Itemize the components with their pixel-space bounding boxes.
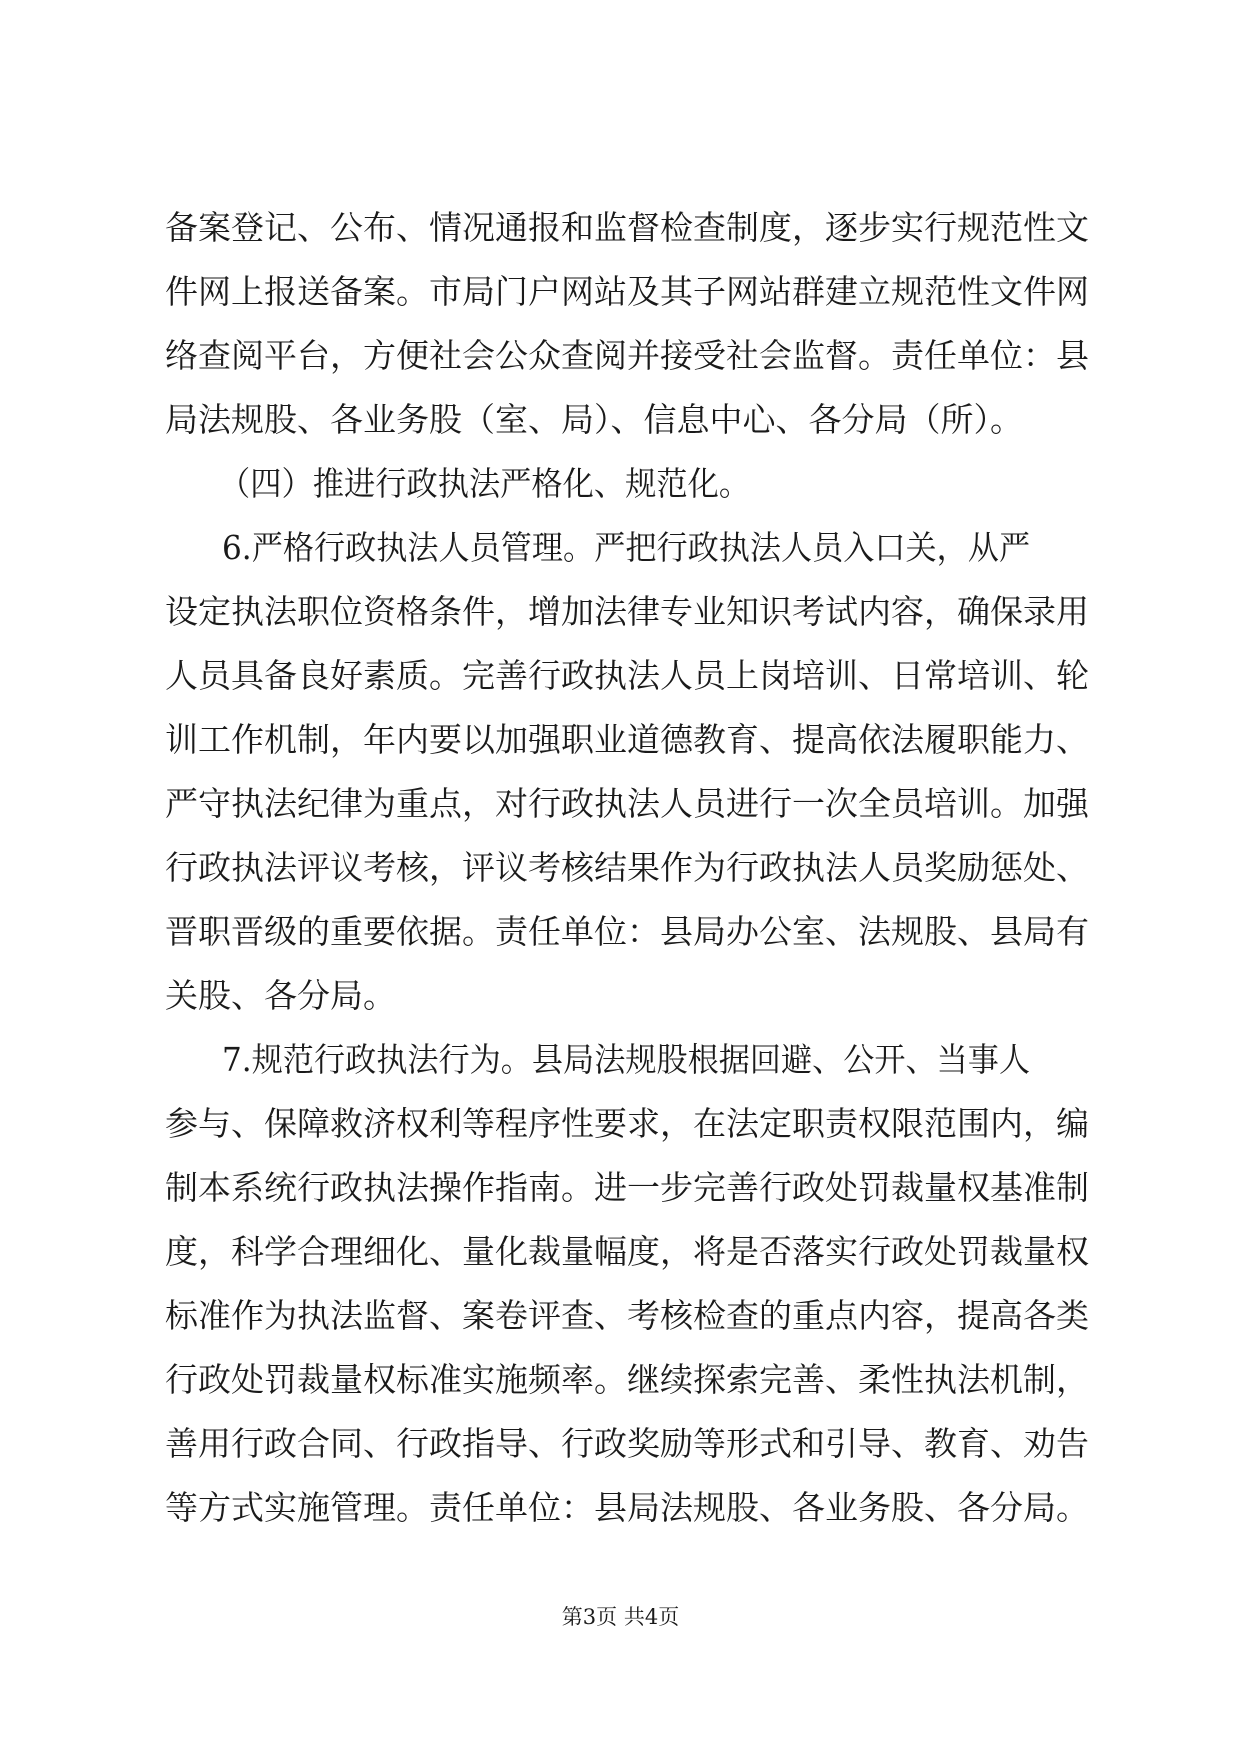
body-line: 局法规股、各业务股（室、局）、信息中心、各分局（所）。 <box>165 400 1023 439</box>
body-line: 等方式实施管理。责任单位：县局法规股、各业务股、各分局。 <box>165 1488 1089 1527</box>
body-line: 件网上报送备案。市局门户网站及其子网站群建立规范性文件网 <box>165 272 1089 311</box>
body-line: 晋职晋级的重要依据。责任单位：县局办公室、法规股、县局有 <box>165 912 1089 951</box>
paragraph-start-line: 7.规范行政执法行为。县局法规股根据回避、公开、当事人 <box>222 1040 1031 1079</box>
body-line: 标准作为执法监督、案卷评查、考核检查的重点内容，提高各类 <box>165 1296 1089 1335</box>
body-line: 备案登记、公布、情况通报和监督检查制度，逐步实行规范性文 <box>165 208 1089 247</box>
body-line: 度，科学合理细化、量化裁量幅度，将是否落实行政处罚裁量权 <box>165 1232 1089 1271</box>
body-line: 络查阅平台，方便社会公众查阅并接受社会监督。责任单位：县 <box>165 336 1089 375</box>
paragraph-start-line: 6.严格行政执法人员管理。严把行政执法人员入口关，从严 <box>222 528 1031 567</box>
page-footer: 第3页 共4页 <box>561 1605 680 1629</box>
body-line: 关股、各分局。 <box>165 976 396 1015</box>
body-line: 制本系统行政执法操作指南。进一步完善行政处罚裁量权基准制 <box>165 1168 1089 1207</box>
body-line: 善用行政合同、行政指导、行政奖励等形式和引导、教育、劝告 <box>165 1424 1089 1463</box>
body-line: 参与、保障救济权利等程序性要求，在法定职责权限范围内，编 <box>165 1104 1089 1143</box>
body-line: 训工作机制，年内要以加强职业道德教育、提高依法履职能力、 <box>165 720 1089 759</box>
body-line: 行政处罚裁量权标准实施频率。继续探索完善、柔性执法机制， <box>165 1360 1089 1399</box>
body-line: 严守执法纪律为重点，对行政执法人员进行一次全员培训。加强 <box>165 784 1089 823</box>
body-line: 设定执法职位资格条件，增加法律专业知识考试内容，确保录用 <box>165 592 1089 631</box>
body-line: 行政执法评议考核，评议考核结果作为行政执法人员奖励惩处、 <box>165 848 1089 887</box>
body-line: 人员具备良好素质。完善行政执法人员上岗培训、日常培训、轮 <box>165 656 1089 695</box>
section-heading: （四）推进行政执法严格化、规范化。 <box>219 464 751 503</box>
